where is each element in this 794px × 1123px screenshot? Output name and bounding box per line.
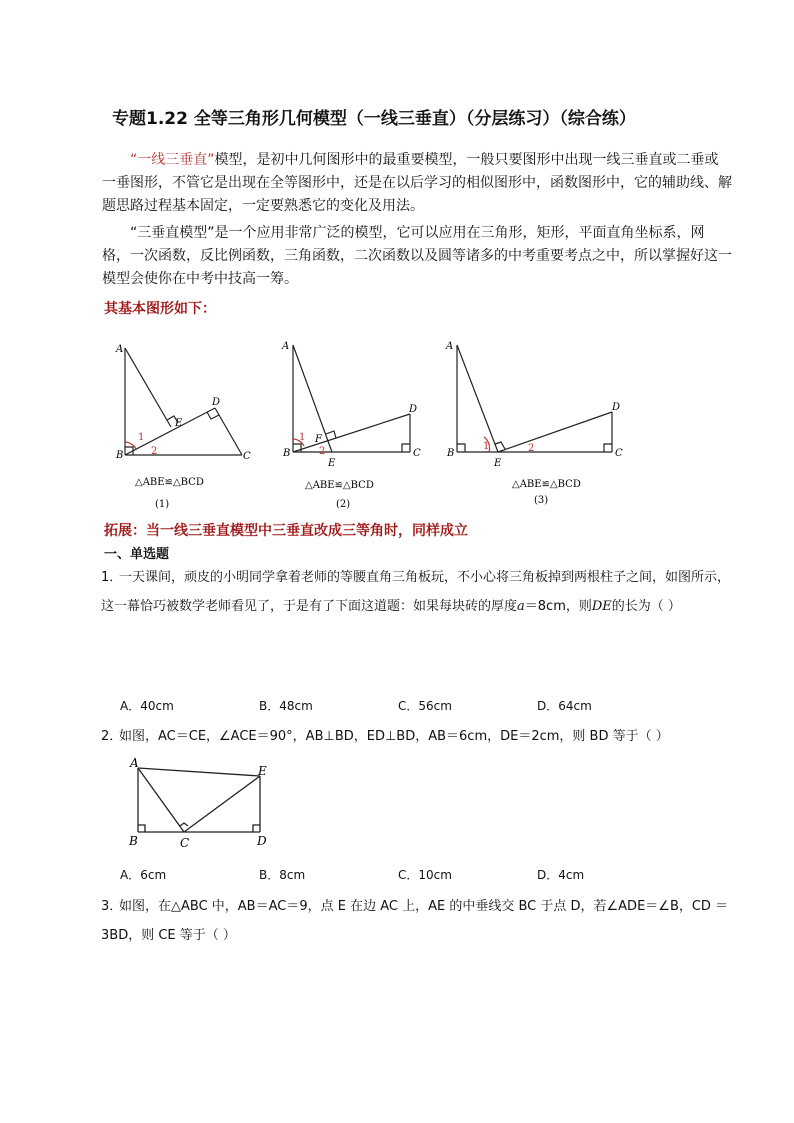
q2-right-angle-b <box>138 825 145 832</box>
fig3-segment-ed <box>498 412 612 452</box>
fig1-label-b: B <box>116 450 124 461</box>
question-1-text-a: 一天课间，顽皮的小明同学拿着老师的等腰直角三角板玩，不小心将三角板掉到两根柱子之间，如图所示，这一幕恰巧被数学老师看见了，于是有了下面这道题：如果每块砖的厚度 <box>101 570 731 614</box>
figure-3 <box>457 345 612 452</box>
figure-2 <box>293 345 410 452</box>
fig3-congruence: △ABE≌△BCD <box>512 479 581 490</box>
fig2-congruence: △ABE≌△BCD <box>305 480 374 491</box>
question-1-text-b: ＝8cm，则 <box>524 599 592 614</box>
q2-label-a: A <box>130 756 139 770</box>
q2-segment-ae <box>138 768 260 776</box>
fig3-label-b: B <box>447 448 455 459</box>
intro-paragraph-1-text: 模型，是初中几何图形中的最重要模型，一般只要图形中出现一线三垂直或二垂或一垂图形，不管它是出现在全等图形中，还是在以后学习的相似图形中，函数图形中，它的辅助线、解题思路过程基本固定，一定要熟悉它的变化及用法。 <box>102 152 732 214</box>
question-3-number: 3． <box>101 899 123 914</box>
basic-figures <box>100 330 660 515</box>
q2-right-angle-c <box>180 823 188 826</box>
fig3-label-c: C <box>615 448 623 459</box>
fig2-right-angle-f <box>326 431 336 438</box>
fig1-angle-2: 2 <box>151 446 158 457</box>
question-1-text-c: 的长为（ ） <box>611 599 681 614</box>
q2-option-c[interactable]: C．10cm <box>398 868 452 882</box>
question-2 <box>101 722 733 751</box>
page-title: 专题1.22 全等三角形几何模型（一线三垂直）（分层练习）（综合练） <box>112 109 636 129</box>
fig3-angle-2: 2 <box>528 443 535 454</box>
question-1-options <box>120 697 676 714</box>
q2-segment-ac <box>138 768 184 832</box>
fig2-angle-2: 2 <box>319 446 326 457</box>
fig3-label-a: A <box>446 341 454 352</box>
fig1-angle-1-arc <box>125 442 136 449</box>
question-1 <box>101 563 733 621</box>
fig1-segment-ae <box>125 348 171 427</box>
q1-option-c[interactable]: C．56cm <box>398 699 452 713</box>
question-1-number: 1． <box>101 570 123 585</box>
question-2-number: 2． <box>101 729 123 744</box>
section-heading: 一、单选题 <box>104 547 170 562</box>
question-2-figure <box>122 754 282 852</box>
fig1-congruence: △ABE≌△BCD <box>135 477 204 488</box>
intro-highlight: “一线三垂直” <box>130 152 215 168</box>
fig3-segment-ae <box>457 345 498 452</box>
question-1-var-de: DE <box>591 599 612 614</box>
fig2-label-e: E <box>328 458 336 469</box>
basic-figures-heading: 其基本图形如下： <box>104 301 216 317</box>
extension-note: 拓展：当一线三垂直模型中三垂直改成三等角时，同样成立 <box>104 523 468 539</box>
fig2-right-angle-c <box>402 444 410 452</box>
fig3-angle-1: 1 <box>483 441 490 452</box>
q2-label-c: C <box>180 836 190 850</box>
fig1-label-e: E <box>175 418 183 429</box>
fig2-label-b: B <box>283 448 291 459</box>
fig3-right-angle-b <box>457 444 465 452</box>
fig1-label-d: D <box>212 397 221 408</box>
q2-option-d[interactable]: D．4cm <box>537 868 585 882</box>
question-2-options <box>120 866 676 883</box>
fig1-segment-dc <box>215 408 242 455</box>
q2-right-angle-d <box>253 825 260 832</box>
question-3 <box>101 892 733 950</box>
fig3-label-e: E <box>494 458 502 469</box>
fig2-label-a: A <box>282 341 290 352</box>
fig2-label-f: F <box>315 434 322 445</box>
fig2-label-c: C <box>413 448 421 459</box>
q1-option-b[interactable]: B．48cm <box>259 699 313 713</box>
question-3-text: 如图，在△ABC 中，AB＝AC＝9，点 E 在边 AC 上，AE 的中垂线交 BC 于点 D，若∠ADE＝∠B，CD ＝3BD，则 CE 等于（ ） <box>101 899 729 943</box>
intro-paragraph-1 <box>102 149 732 218</box>
q2-label-e: E <box>258 764 267 778</box>
fig2-label-d: D <box>409 404 418 415</box>
fig1-label-a: A <box>116 344 124 355</box>
q2-option-a[interactable]: A．6cm <box>120 868 167 882</box>
fig3-caption: (3) <box>534 495 549 506</box>
q2-segment-ce <box>184 776 260 832</box>
fig2-caption: (2) <box>336 499 351 510</box>
q2-label-d: D <box>257 834 267 848</box>
intro-paragraph-2: “三垂直模型”是一个应用非常广泛的模型，它可以应用在三角形，矩形，平面直角坐标系，网格，一次函数，反比例函数，三角函数，二次函数以及圆等诸多的中考重要考点之中，所以掌握好这一模型会使你在中考中技高一筹。 <box>102 225 732 287</box>
fig1-angle-1: 1 <box>138 432 145 443</box>
fig2-angle-1: 1 <box>299 432 306 443</box>
fig1-right-angle-d <box>207 412 219 419</box>
q1-option-d[interactable]: D．64cm <box>537 699 592 713</box>
fig1-label-c: C <box>243 451 251 462</box>
fig2-segment-bd <box>293 414 410 452</box>
fig1-caption: (1) <box>155 499 170 510</box>
fig3-right-angle-c <box>604 444 612 452</box>
q2-option-b[interactable]: B．8cm <box>259 868 306 882</box>
question-2-text: 如图，AC＝CE，∠ACE＝90°，AB⊥BD，ED⊥BD，AB＝6cm，DE＝2cm，则 BD 等于（ ） <box>119 729 669 744</box>
fig3-label-d: D <box>612 402 621 413</box>
question-1-var-a: a <box>517 599 525 614</box>
q2-label-b: B <box>129 834 138 848</box>
q1-option-a[interactable]: A．40cm <box>120 699 174 713</box>
